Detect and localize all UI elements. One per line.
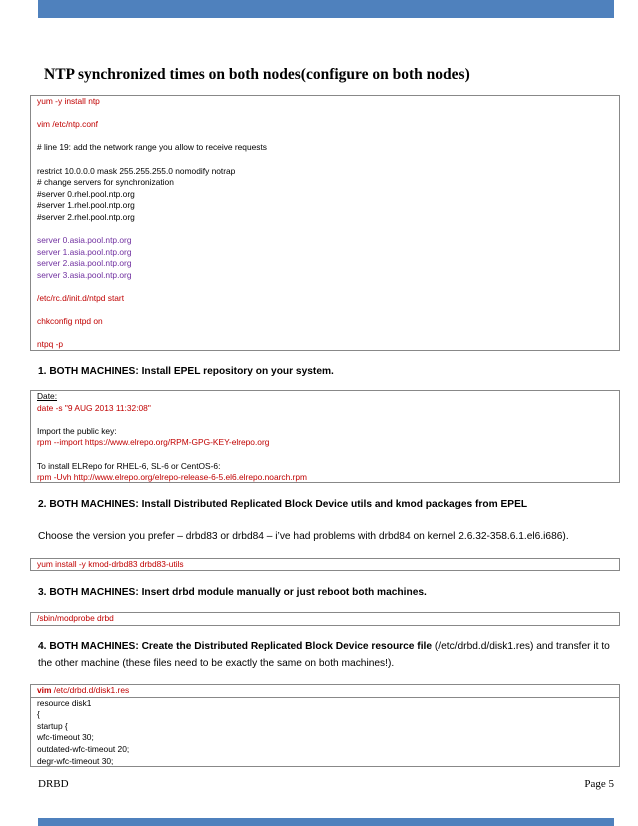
modprobe-cmd: /sbin/modprobe drbd	[37, 613, 114, 623]
ntp-asia-server: server 1.asia.pool.ntp.org	[37, 246, 132, 257]
date-label: Date:	[37, 391, 58, 401]
ntp-ntpq-cmd: ntpq -p	[37, 339, 64, 350]
ntp-command-box	[30, 95, 620, 351]
header-bar	[38, 0, 614, 18]
drbd-install-cmd: yum install -y kmod-drbd83 drbd83-utils	[37, 559, 184, 569]
ntp-rhel-server: #server 2.rhel.pool.ntp.org	[37, 211, 135, 222]
step4-title-bold: 4. BOTH MACHINES: Create the Distributed Replicated Block Device resource file	[38, 641, 433, 652]
ntp-asia-server: server 2.asia.pool.ntp.org	[37, 258, 132, 269]
step2-note: Choose the version you prefer – drbd83 or drbd84 – i’ve had problems with drbd84 on kernel 2.6.32-358.6.1.el6.i686).	[38, 531, 569, 542]
config-line: outdated-wfc-timeout 20;	[37, 743, 130, 754]
ntp-rhel-server: #server 0.rhel.pool.ntp.org	[37, 188, 135, 199]
footer-left: DRBD	[38, 778, 69, 790]
page-number: Page 5	[584, 778, 614, 790]
ntp-chkconfig-cmd: chkconfig ntpd on	[37, 316, 103, 327]
config-line: wfc-timeout 30;	[37, 732, 94, 743]
step1-title: 1. BOTH MACHINES: Install EPEL repository on your system.	[38, 366, 334, 377]
config-line: {	[37, 709, 40, 720]
import-cmd: rpm --import https://www.elrepo.org/RPM-GPG-KEY-elrepo.org	[37, 437, 270, 448]
section-heading: NTP synchronized times on both nodes(configure on both nodes)	[44, 66, 470, 83]
config-line: degr-wfc-timeout 30;	[37, 755, 114, 766]
config-line: startup {	[37, 720, 68, 731]
config-line: resource disk1	[37, 697, 92, 708]
ntp-restrict-line: restrict 10.0.0.0 mask 255.255.255.0 nomodify notrap	[37, 165, 236, 176]
ntp-rhel-server: #server 1.rhel.pool.ntp.org	[37, 200, 135, 211]
ntp-asia-server: server 3.asia.pool.ntp.org	[37, 269, 132, 280]
elrepo-label: To install ELRepo for RHEL-6, SL-6 or CentOS-6:	[37, 460, 221, 471]
footer-bar	[38, 818, 614, 826]
resource-file-box	[30, 684, 620, 767]
ntp-asia-server: server 0.asia.pool.ntp.org	[37, 235, 132, 246]
step4-title	[38, 639, 618, 672]
ntp-start-cmd: /etc/rc.d/init.d/ntpd start	[37, 293, 125, 304]
vim-line	[31, 685, 619, 698]
vim-path: /etc/drbd.d/disk1.res	[51, 685, 130, 695]
modprobe-box	[30, 612, 620, 626]
ntp-comment-change: # change servers for synchronization	[37, 177, 174, 188]
epel-command-box	[30, 390, 620, 483]
ntp-edit-cmd: vim /etc/ntp.conf	[37, 119, 98, 130]
date-cmd: date -s "9 AUG 2013 11:32:08"	[37, 402, 151, 413]
step3-title: 3. BOTH MACHINES: Insert drbd module manually or just reboot both machines.	[38, 587, 427, 598]
ntp-comment-line19: # line 19: add the network range you allow to receive requests	[37, 142, 267, 153]
drbd-install-box	[30, 558, 620, 571]
elrepo-cmd: rpm -Uvh http://www.elrepo.org/elrepo-release-6-5.el6.elrepo.noarch.rpm	[37, 472, 307, 483]
ntp-install-cmd: yum -y install ntp	[37, 96, 100, 106]
vim-keyword: vim	[37, 685, 52, 695]
step2-title: 2. BOTH MACHINES: Install Distributed Replicated Block Device utils and kmod packages from EPEL	[38, 499, 528, 510]
step4-title-rest: (/etc/drbd.d/disk1.res) and transfer it to the other machine (these files need to be exactly the same on both machines!).	[38, 641, 610, 669]
import-label: Import the public key:	[37, 425, 117, 436]
